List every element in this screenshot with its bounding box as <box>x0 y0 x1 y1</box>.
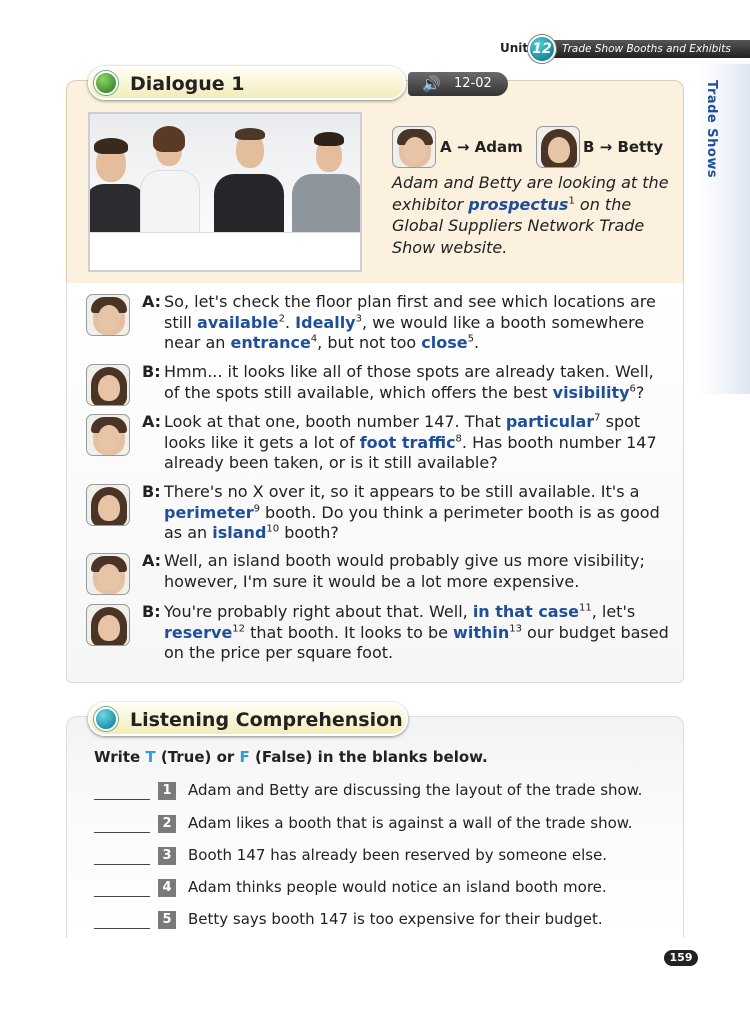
betty-avatar <box>86 364 130 406</box>
answer-blank[interactable] <box>94 799 150 800</box>
line-text-segment: booth. Do you think a perimeter booth is as good as an <box>164 502 660 542</box>
unit-header <box>498 38 750 60</box>
line-text <box>164 482 674 544</box>
line-text-segment: our budget based on the price per square foot. <box>164 622 669 662</box>
vocab-word: close <box>421 333 468 352</box>
line-text <box>164 602 674 664</box>
headphones-icon <box>94 707 118 731</box>
question-row <box>94 910 684 934</box>
adam-avatar <box>86 294 130 336</box>
line-text-segment: spot looks like it gets a lot of <box>164 412 641 452</box>
line-text-segment: You're probably right about that. Well, <box>164 602 473 621</box>
unit-label: Unit <box>500 41 529 55</box>
vocab-footnote: 6 <box>629 383 636 395</box>
dialogue-header <box>88 66 406 100</box>
unit-number-badge: 12 <box>528 35 556 63</box>
dialogue-line <box>86 292 676 358</box>
question-text: Betty says booth 147 is too expensive for their budget. <box>188 910 603 928</box>
dialogue-title: Dialogue 1 <box>130 73 245 95</box>
speaker-label: A: <box>142 292 162 311</box>
line-text-segment: . <box>284 312 296 332</box>
person-icon <box>94 71 118 95</box>
line-text-segment: , we would like a booth somewhere near an <box>164 312 645 352</box>
vocab-footnote: 5 <box>467 333 474 345</box>
vocab-word: available <box>197 312 279 332</box>
dialogue-line <box>86 482 676 546</box>
question-number: 1 <box>158 782 176 800</box>
question-row <box>94 814 684 838</box>
answer-blank[interactable] <box>94 832 150 833</box>
vocab-footnote: 1 <box>568 195 575 207</box>
line-text-segment: , let's <box>591 602 636 621</box>
line-text-segment: . <box>473 333 480 352</box>
question-number: 3 <box>158 847 176 865</box>
line-text-segment: Well, an island booth would probably give us more visibility; however, I'm sure it would be a lot more expensive. <box>164 551 645 591</box>
vocab-footnote: 2 <box>278 313 285 325</box>
line-text-segment: There's no X over it, so it appears to be still available. It's a <box>164 482 640 501</box>
line-text-segment: that booth. It looks to be <box>245 622 454 642</box>
line-text <box>164 362 674 403</box>
instruction-text: (False) in the blanks below. <box>249 748 488 766</box>
scene-intro <box>392 172 682 258</box>
listening-header <box>88 702 408 736</box>
vocab-word: foot traffic <box>359 432 456 452</box>
adam-avatar <box>86 414 130 456</box>
question-row <box>94 846 684 870</box>
meeting-photo <box>88 112 362 272</box>
line-text-segment: , but not too <box>317 333 422 352</box>
speaker-label: B: <box>142 482 161 501</box>
question-row <box>94 878 684 902</box>
adam-avatar <box>392 126 436 168</box>
vocab-word: entrance <box>230 333 311 352</box>
audio-track-button[interactable] <box>408 72 508 96</box>
unit-title: Trade Show Booths and Exhibits <box>562 43 731 55</box>
line-text-segment: . Has booth number 147 already been taken, or is it still available? <box>164 432 657 472</box>
betty-avatar <box>536 126 580 168</box>
vocab-word: within <box>453 622 510 642</box>
false-letter: F <box>239 748 250 766</box>
betty-avatar <box>86 604 130 646</box>
speaker-label: A: <box>142 551 162 570</box>
page-number: 159 <box>664 950 698 966</box>
instruction-text: (True) or <box>155 748 240 766</box>
vocab-footnote: 3 <box>355 313 362 325</box>
vocab-footnote: 13 <box>509 623 522 635</box>
listening-instruction <box>94 748 488 766</box>
vocab-footnote: 12 <box>232 623 246 635</box>
question-number: 5 <box>158 911 176 929</box>
vocab-word: island <box>212 523 267 542</box>
vocab-footnote: 9 <box>253 503 260 515</box>
vocab-word: particular <box>505 412 595 431</box>
intro-text: Adam and Betty are looking at the exhibitor <box>392 173 669 214</box>
line-text <box>164 292 674 354</box>
adam-avatar <box>86 553 130 595</box>
instruction-text: Write <box>94 748 146 766</box>
question-number: 4 <box>158 879 176 897</box>
audio-track-code: 12-02 <box>454 76 492 91</box>
question-text: Adam thinks people would notice an island booth more. <box>188 878 607 896</box>
vocab-word: prospectus <box>468 194 569 214</box>
vocab-word: Ideally <box>295 312 356 332</box>
question-text: Booth 147 has already been reserved by someone else. <box>188 846 608 864</box>
question-text: Adam and Betty are discussing the layout of the trade show. <box>188 781 643 799</box>
line-text-segment: booth? <box>279 523 339 542</box>
vocab-footnote: 10 <box>266 523 280 535</box>
true-letter: T <box>145 748 156 766</box>
dialogue-line <box>86 602 676 666</box>
question-text: Adam likes a booth that is against a wall of the trade show. <box>188 814 633 832</box>
intro-text: on the Global Suppliers Network Trade Show website. <box>392 194 645 257</box>
dialogue-line <box>86 551 676 595</box>
line-text <box>164 551 674 592</box>
side-tab-label: Trade Shows <box>704 80 719 179</box>
line-text-segment: Look at that one, booth number 147. That <box>164 412 506 431</box>
dialogue-line <box>86 362 676 406</box>
line-text <box>164 412 674 474</box>
character-b-label: B → Betty <box>583 138 664 156</box>
vocab-footnote: 11 <box>578 602 592 614</box>
vocab-footnote: 7 <box>594 412 601 424</box>
vocab-footnote: 4 <box>310 333 318 345</box>
dialogue-line <box>86 412 676 476</box>
answer-blank[interactable] <box>94 928 150 929</box>
line-text-segment: ? <box>635 382 645 402</box>
betty-avatar <box>86 484 130 526</box>
photo-table <box>90 232 360 272</box>
listening-title: Listening Comprehension <box>130 709 403 731</box>
character-a-label: A → Adam <box>440 138 523 156</box>
answer-blank[interactable] <box>94 864 150 865</box>
question-row <box>94 781 684 805</box>
answer-blank[interactable] <box>94 896 150 897</box>
vocab-word: perimeter <box>164 502 254 522</box>
speaker-label: A: <box>142 412 162 431</box>
speaker-icon: 🔊 <box>422 75 441 93</box>
vocab-word: visibility <box>552 382 630 402</box>
vocab-word: reserve <box>164 622 233 642</box>
line-text-segment: Hmm... it looks like all of those spots are already taken. Well, of the spots still available, which offers the best <box>164 362 654 402</box>
line-text-segment: So, let's check the floor plan first and see which locations are still <box>164 292 656 332</box>
vocab-word: in that case <box>472 602 579 621</box>
vocab-footnote: 8 <box>455 433 462 445</box>
speaker-label: B: <box>142 362 161 381</box>
question-number: 2 <box>158 815 176 833</box>
speaker-label: B: <box>142 602 161 621</box>
